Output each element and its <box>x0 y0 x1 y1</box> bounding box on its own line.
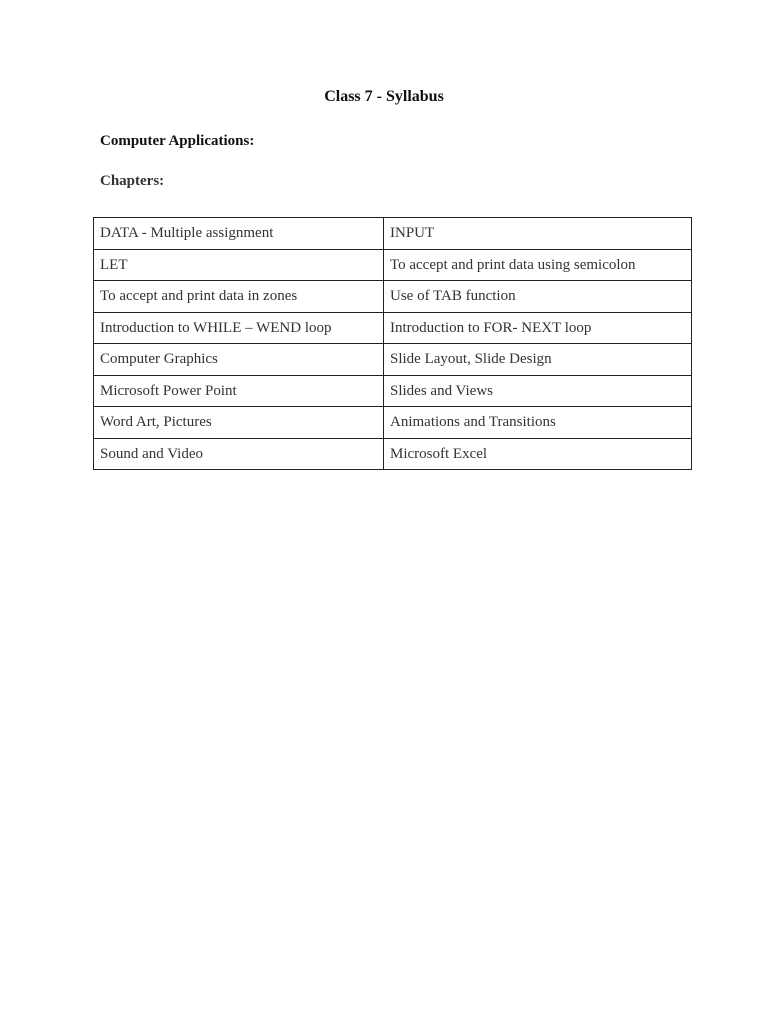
table-row <box>94 375 692 407</box>
table-row <box>94 281 692 313</box>
table-cell: LET <box>94 249 384 281</box>
table-cell: Use of TAB function <box>384 281 692 313</box>
table-cell: Computer Graphics <box>94 344 384 376</box>
table-cell: DATA - Multiple assignment <box>94 218 384 250</box>
table-cell: Sound and Video <box>94 438 384 470</box>
table-row <box>94 218 692 250</box>
subject-heading: Computer Applications: <box>100 133 255 149</box>
table-cell: Word Art, Pictures <box>94 407 384 439</box>
table-cell: To accept and print data using semicolon <box>384 249 692 281</box>
table-row <box>94 344 692 376</box>
table-cell: Microsoft Power Point <box>94 375 384 407</box>
table-row <box>94 438 692 470</box>
table-cell: Animations and Transitions <box>384 407 692 439</box>
table-cell: Slide Layout, Slide Design <box>384 344 692 376</box>
table-row <box>94 407 692 439</box>
page-title: Class 7 - Syllabus <box>324 88 444 105</box>
table-cell: Slides and Views <box>384 375 692 407</box>
table-cell: Introduction to WHILE – WEND loop <box>94 312 384 344</box>
table-row <box>94 312 692 344</box>
table-cell: To accept and print data in zones <box>94 281 384 313</box>
table-cell: Introduction to FOR- NEXT loop <box>384 312 692 344</box>
chapters-heading: Chapters: <box>100 173 165 189</box>
chapters-table <box>93 217 692 470</box>
table-cell: INPUT <box>384 218 692 250</box>
table-cell: Microsoft Excel <box>384 438 692 470</box>
table-row <box>94 249 692 281</box>
